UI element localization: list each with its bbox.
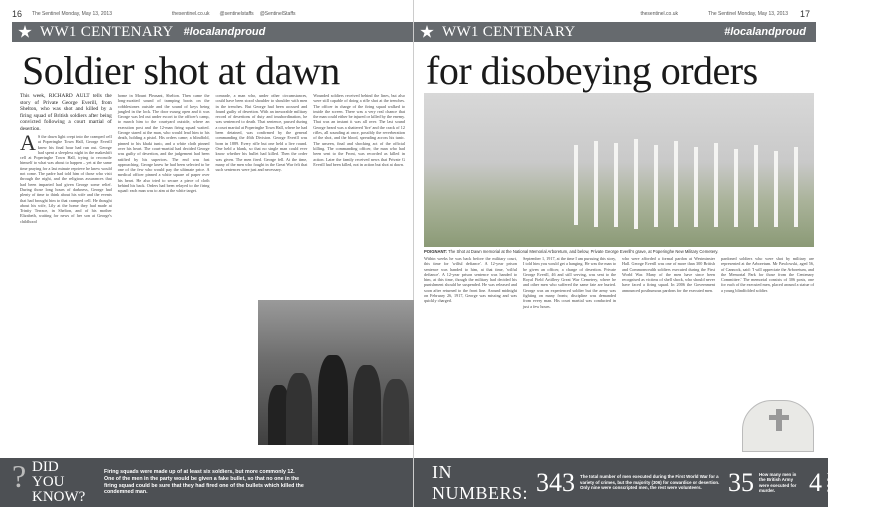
- section-banner: [414, 22, 816, 42]
- in-numbers-bar: [414, 458, 868, 507]
- column-text: S the dawn light crept into the cramped cell at Poperinghe Town Hall, George Everill knew his final hour had run out. George had spent a sleepless night in the makeshift cell at Poperinghe Town Hall, trying to reconcile himself to what was about to happen – yet at the same time praying for a last minute reprieve he knew would not come. The padre had told him of those who visit through the night, and the religious assurances that had been imparted had given George some relief. During those long hours of darkness, George had plenty of time to think about his wife and the events that had brought him to that cramped cell. He thought about his wife, Lily at the home they had made at Trinity Terrace, in Shelton, and of his mother Elizabeth, waiting for news of her son at George's childhood: [20, 134, 112, 224]
- twitter-handle-2[interactable]: @SentinelStaffs: [259, 11, 296, 17]
- left-page: [0, 0, 414, 507]
- article-column-2: [523, 256, 616, 444]
- section-title: WW1 CENTENARY: [40, 23, 174, 40]
- section-title: WW1 CENTENARY: [442, 23, 576, 40]
- column-text: Within weeks he was back before the military court, this time for 'wilful defiance'. A 12-year prison sentence was handed to him, at that time, 'wilful defiance'. A 12-year prison sentence was handed to him, at this time, though the military had decided his punishment should be suspended. He was released and soon after returned to the front line. Around midnight on February 26, 1917, George was missing and was quickly charged.: [424, 256, 517, 304]
- column-text: Wounded soldiers received behind the lines, but also were still capable of doing a rifle shot at the trenches. The officer in charge of the firing squad walked to inside the screen. There was a very real chance that the man could either be injured or killed by the enemy. That was an instant it was all over. The last sound George heard was a shattered 'fire' and the crack of 12 rifles, all sounding at once, possibly the reverberation of the shot, and the blood, spreading across his tunic. The unseen, final and shocking act of the official killing. The commanding officer, the man who had been sent to the Front, was recorded as killed in action. Later the family received news that Private G Everill had been killed, not in action but shot at dawn.: [313, 93, 405, 167]
- did-you-know-bar: [0, 458, 413, 507]
- right-page: [414, 0, 868, 507]
- column-text: comrade, a man who, under other circumstances, could have been stood shoulder to shoulder with men in the trenches. But George had been accused and found guilty of desertion. With an inexorable military record of desertions of duty and insubordination, he was sentenced to death. That sentence, passed during a court martial at Poperinghe Town Hall, where he had been detained, was confirmed by the general commanding the 46th Division. George Everill was born in 1889. Every rifle but one held a live round. One held a blank, so that no single man could ever know whether his bullet had killed. Then the order was given. The men fired. George fell. At the time, many of the men who fought in the Great War felt that such sentences were just and necessary.: [215, 93, 308, 173]
- stat-number: 4: [809, 467, 823, 497]
- star-icon: [18, 25, 32, 39]
- stat-text: The total number of men executed during the First World War for a variety of crimes, but the majority (306) for cowardice or desertion. Only nine were conscripted men, the rest were volunteers.: [580, 474, 720, 491]
- headline: for disobeying orders: [426, 48, 758, 93]
- stat-number: 343: [536, 467, 576, 497]
- photo-caption: [424, 249, 814, 254]
- hashtag: #localandproud: [724, 26, 806, 38]
- stat-number: 35: [728, 467, 755, 497]
- column-text: home in Mount Pleasant, Shelton. Then came the long-awaited sound of tramping boots on the cobblestones outside and the sound of keys being jangled in the lock. The door swung open and it was George was led out under escort to the officer's camp, to march him to the courtyard outside, where an execution post and the 12-man firing squad waited. George stared at the man, who would lead him to his death, holding a pistol. His orders came; a blindfold, pinned to his khaki tunic, and a white cloth pinned over his heart. The court-martial had decided George was guilty of desertion, and the judgement had been ratified by his superiors. The end was fast approaching. George knew he had been selected to be one of the few who would pay the ultimate price. A medical officer pinned a white square of paper over his heart. He also tried to secure a piece of cloth behind his back. Orders had been relayed to the firing squad: each man was to aim at the white target.: [117, 93, 210, 194]
- fact-text: Firing squads were made up of at least six soldiers, but more commonly 12. One of the men in the party would be given a fake bullet, so that no one in the firing squad could be sure that they had fired one of the bullets which killed the condemned man.: [104, 468, 304, 496]
- grave-photo: [742, 400, 814, 452]
- right-folio: [414, 8, 828, 20]
- page-number: 17: [799, 9, 810, 19]
- stat-item: [728, 468, 801, 498]
- article-column-3: [622, 256, 715, 444]
- article-column-1: [20, 93, 112, 441]
- question-mark-icon: ?: [12, 458, 27, 494]
- memorial-photo: [424, 93, 814, 247]
- column-text: who were afforded a formal pardon at Westminster Hall. George Everill was one of more than 300 British and Commonwealth soldiers executed during the First World War. Many of the men have since been recognised as victims of shell shock, who should never have faced a firing squad. In 2006 the Government announced posthumous pardons for the executed men.: [622, 256, 715, 293]
- standfirst: This week, RICHARD AULT tells the story of Private George Everill, from Shelton, who was shot and killed by a firing squad of British soldiers after being convicted following a court martial of desertion.: [20, 93, 112, 132]
- cross-icon: [776, 409, 782, 431]
- stat-text: The number of men who were put to death for striking a senior officer.: [827, 471, 868, 493]
- hashtag: #localandproud: [183, 26, 266, 38]
- did-you-know-line-2: KNOW?: [32, 489, 86, 505]
- headline: Soldier shot at dawn: [22, 48, 340, 93]
- paper-name: The Sentinel Monday, May 13, 2013: [32, 11, 112, 17]
- did-you-know-line-1: DID YOU: [32, 459, 65, 490]
- section-banner: [12, 22, 413, 42]
- article-column-2: [118, 93, 210, 441]
- dropcap: A: [20, 130, 36, 155]
- star-icon: [420, 25, 434, 39]
- column-text: September 1, 1917, at the time I am pursuing this story, I told him you would get a hanging. He was the man to be given an officer, a charge of desertion. Private George Everill, 46 and still serving, was sent to the Royal Field Artillery Great War Cemetery, where he and other men who suffered the same fate are buried. George was an experienced soldier but the army was fighting on many fronts; discipline was demanded from every man. His court martial was conducted in just a few hours.: [523, 256, 616, 309]
- ceremony-photo: [258, 300, 414, 445]
- website-link[interactable]: thesentinel.co.uk: [171, 11, 210, 17]
- caption-text: The Shot at Dawn memorial at the National Memorial Arboretum, and below, Private George Everill's grave, at Poperinghe New Military Cemetery.: [448, 249, 719, 254]
- left-folio: [0, 8, 413, 20]
- page-number: 16: [12, 9, 23, 19]
- stat-text: How many men in the British Army were executed for murder.: [759, 471, 797, 493]
- caption-label: POIGNANT:: [424, 249, 448, 254]
- website-link[interactable]: thesentinel.co.uk: [640, 11, 678, 17]
- did-you-know-heading: [12, 460, 92, 505]
- article-column-1: [424, 256, 517, 444]
- stat-item: [809, 468, 869, 498]
- twitter-handle[interactable]: @sentinelstaffs: [219, 11, 254, 17]
- column-text: pardoned soldiers who were shot by military are represented at the Arboretum. Mr Pawlowski, aged 56, of Cannock, said: 'I will appreciate the Arboretum, and the Memorial Park for those from the Centenary Committee.' The memorial consists of 306 posts, one for each of the executed men, placed around a statue of a young blindfolded soldier.: [721, 256, 814, 293]
- in-numbers-heading: IN NUMBERS:: [432, 461, 529, 503]
- paper-name: The Sentinel Monday, May 13, 2013: [708, 11, 788, 17]
- stat-item: [536, 468, 720, 498]
